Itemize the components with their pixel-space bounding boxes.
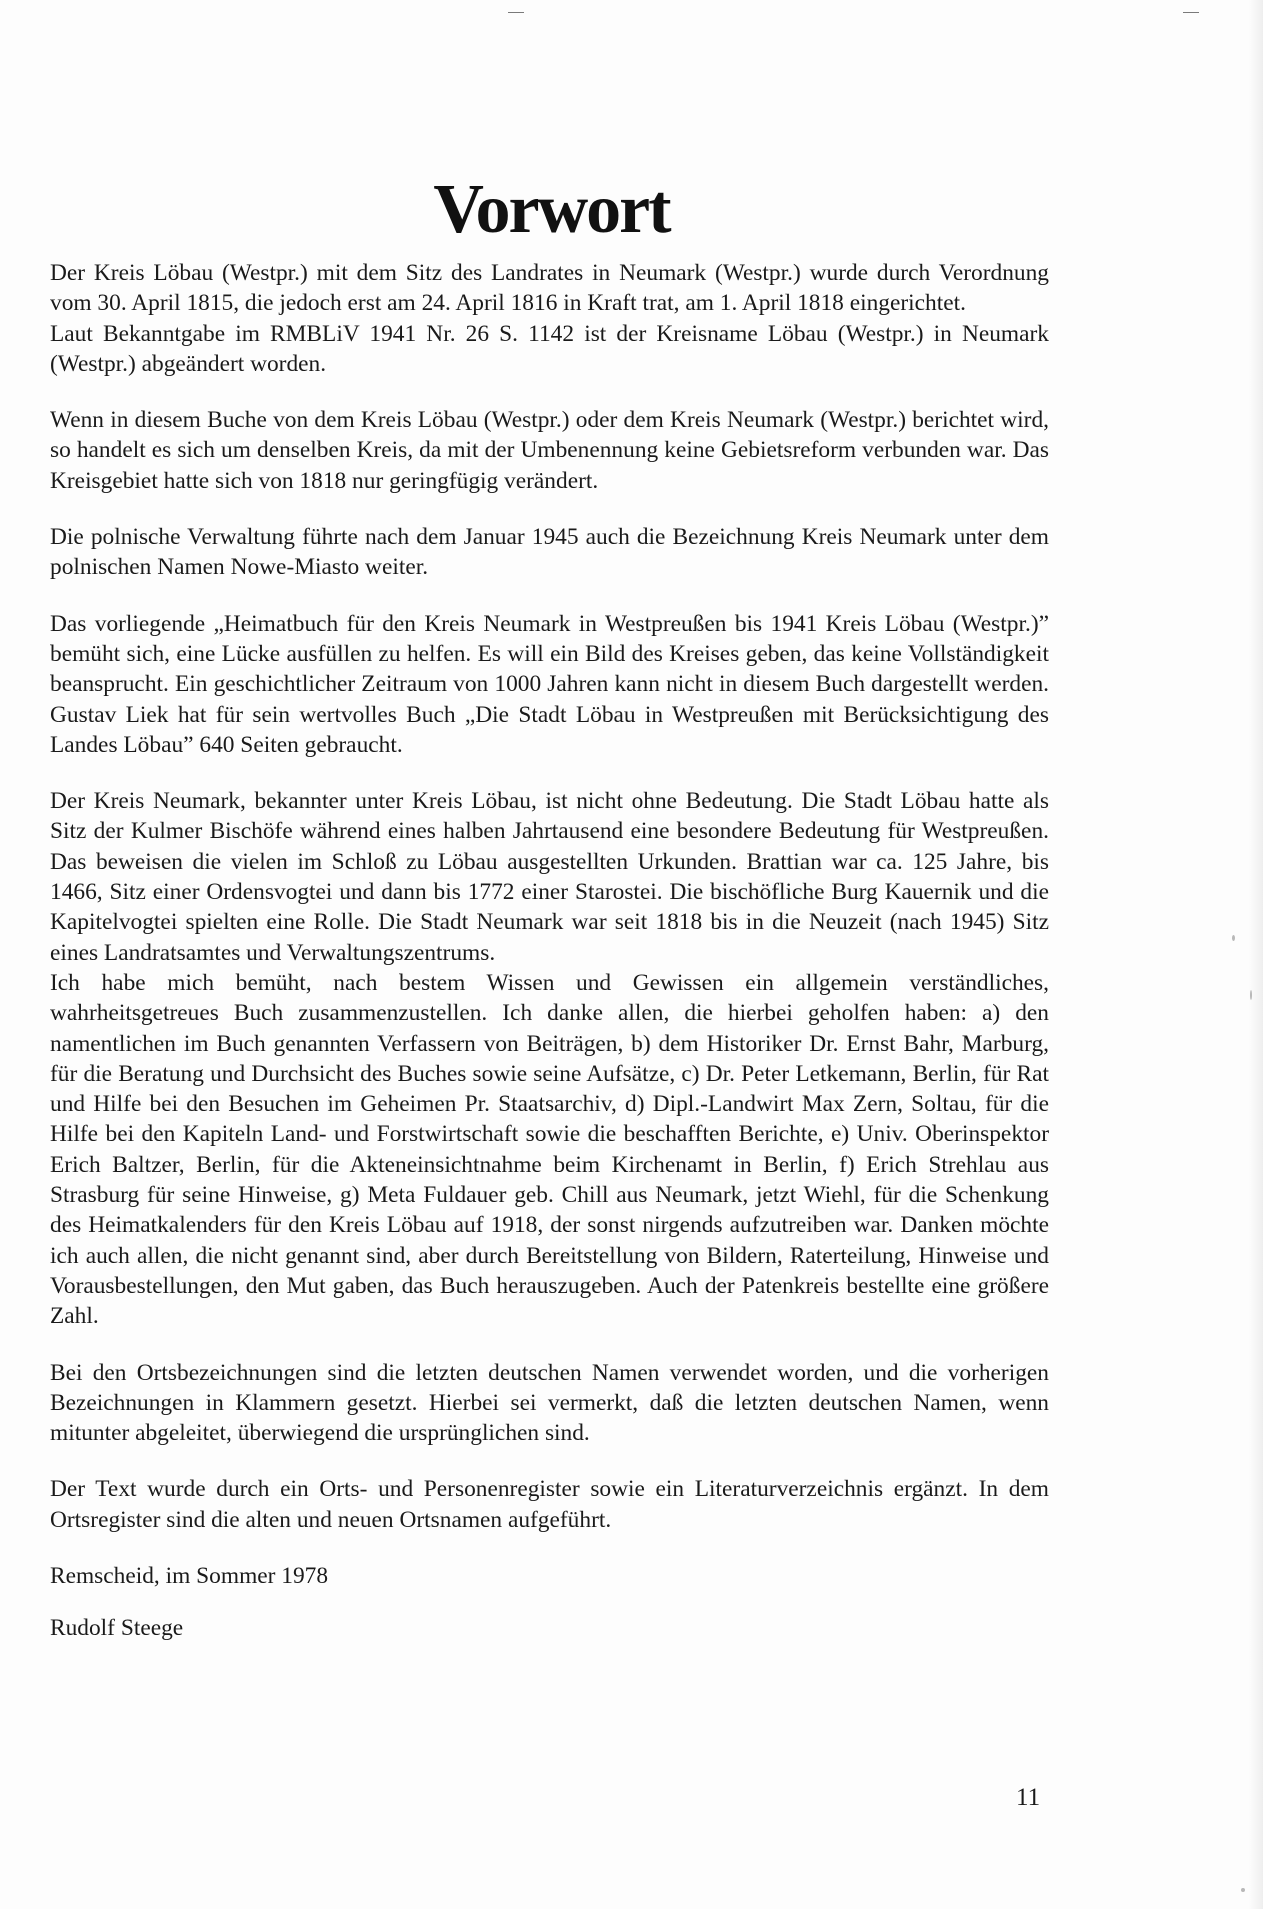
paper-speck (1232, 935, 1235, 941)
page-number: 11 (1016, 1784, 1041, 1811)
paragraph-registers: Der Text wurde durch ein Orts- und Personenregister sowie ein Literaturverzeichnis ergänzt. In dem Ortsregister sind die alten und neuen Ortsnamen aufgeführt. (50, 1476, 1049, 1533)
page-edge-shadow (1249, 0, 1263, 1909)
top-edge-mark (508, 12, 524, 13)
paragraph-acknowledgements: Ich habe mich bemüht, nach bestem Wissen und Gewissen ein allgemein verständliches, wahrheitsgetreues Buch zusammenzustellen. Ich danke allen, die hierbei geholfen haben: a) den namentlichen im Buch genannten Verfassern von Beiträgen, b) dem Historiker Dr. Ernst Bahr, Marburg, für die Beratung und Durchsicht des Buches sowie seine Aufsätze, c) Dr. Peter Letkemann, Berlin, für Rat und Hilfe bei den Besuchen im Geheimen Pr. Staatsarchiv, d) Dipl.-Landwirt Max Zern, Soltau, für die Hilfe bei den Kapiteln Land- und Forstwirtschaft sowie die beschafften Berichte, e) Univ. Oberinspektor Erich Baltzer, Berlin, für die Akteneinsichtnahme beim Kirchenamt in Berlin, f) Erich Strehlau aus Strasburg für seine Hinweise, g) Meta Fuldauer geb. Chill aus Neumark, jetzt Wiehl, für die Schenkung des Heimatkalenders für den Kreis Löbau auf 1918, der sonst nirgends aufzutreiben war. Danken möchte ich auch allen, die nicht genannt sind, aber durch Bereitstellung von Bildern, Raterteilung, Hinweise und Vorausbestellungen, den Mut gaben, das Buch herauszugeben. Auch der Patenkreis bestellte eine größere Zahl. (50, 969, 1049, 1330)
author-signature: Rudolf Steege (50, 1615, 184, 1642)
paragraph-same-district: Wenn in diesem Buche von dem Kreis Löbau (Westpr.) oder dem Kreis Neumark (Westpr.) berichtet wird, so handelt es sich um denselben Kreis, da mit der Umbenennung keine Gebietsreform verbunden war. Das Kreisgebiet hatte sich von 1818 nur geringfügig verändert. (50, 407, 1049, 494)
paragraph-district-significance: Der Kreis Neumark, bekannter unter Kreis Löbau, ist nicht ohne Bedeutung. Die Stadt Löbau hatte als Sitz der Kulmer Bischöfe während eines halben Jahrtausend eine besondere Bedeutung für Westpreußen. Das beweisen die vielen im Schloß zu Löbau ausgestellten Urkunden. Brattian war ca. 125 Jahre, bis 1466, Sitz einer Ordensvogtei und dann bis 1772 einer Starostei. Die bischöfliche Burg Kauernik und die Kapitelvogtei spielten eine Rolle. Die Stadt Neumark war seit 1818 bis in die Neuzeit (nach 1945) Sitz eines Landratsamtes und Verwaltungszentrums. (50, 788, 1049, 966)
paper-speck (1250, 990, 1252, 1000)
paper-speck (1241, 1888, 1245, 1892)
page-title: Vorwort (433, 170, 670, 248)
top-edge-mark-right (1183, 12, 1199, 13)
paragraph-founding: Der Kreis Löbau (Westpr.) mit dem Sitz des Landrates in Neumark (Westpr.) wurde durch Verordnung vom 30. April 1815, die jedoch erst am 24. April 1816 in Kraft trat, am 1. April 1818 eingerichtet. (50, 260, 1049, 317)
paragraph-polish-administration: Die polnische Verwaltung führte nach dem Januar 1945 auch die Bezeichnung Kreis Neumark unter dem polnischen Namen Nowe-Miasto weiter. (50, 524, 1049, 581)
body-text (50, 258, 1049, 1644)
place-and-date: Remscheid, im Sommer 1978 (50, 1562, 329, 1589)
paragraph-renaming: Laut Bekanntgabe im RMBLiV 1941 Nr. 26 S. 1142 ist der Kreisname Löbau (Westpr.) in Neumark (Westpr.) abgeändert worden. (50, 320, 1049, 377)
paragraph-book-purpose: Das vorliegende „Heimatbuch für den Kreis Neumark in Westpreußen bis 1941 Kreis Löbau (Westpr.)” bemüht sich, eine Lücke ausfüllen zu helfen. Es will ein Bild des Kreises geben, das keine Vollständigkeit beansprucht. Ein geschichtlicher Zeitraum von 1000 Jahren kann nicht in diesem Buch dargestellt werden. Gustav Liek hat für sein wertvolles Buch „Die Stadt Löbau in Westpreußen mit Berücksichtigung des Landes Löbau” 640 Seiten gebraucht. (50, 610, 1049, 758)
paragraph-place-names: Bei den Ortsbezeichnungen sind die letzten deutschen Namen verwendet worden, und die vorherigen Bezeichnungen in Klammern gesetzt. Hierbei sei vermerkt, daß die letzten deutschen Namen, wenn mitunter abgeleitet, überwiegend die ursprünglichen sind. (50, 1359, 1049, 1447)
